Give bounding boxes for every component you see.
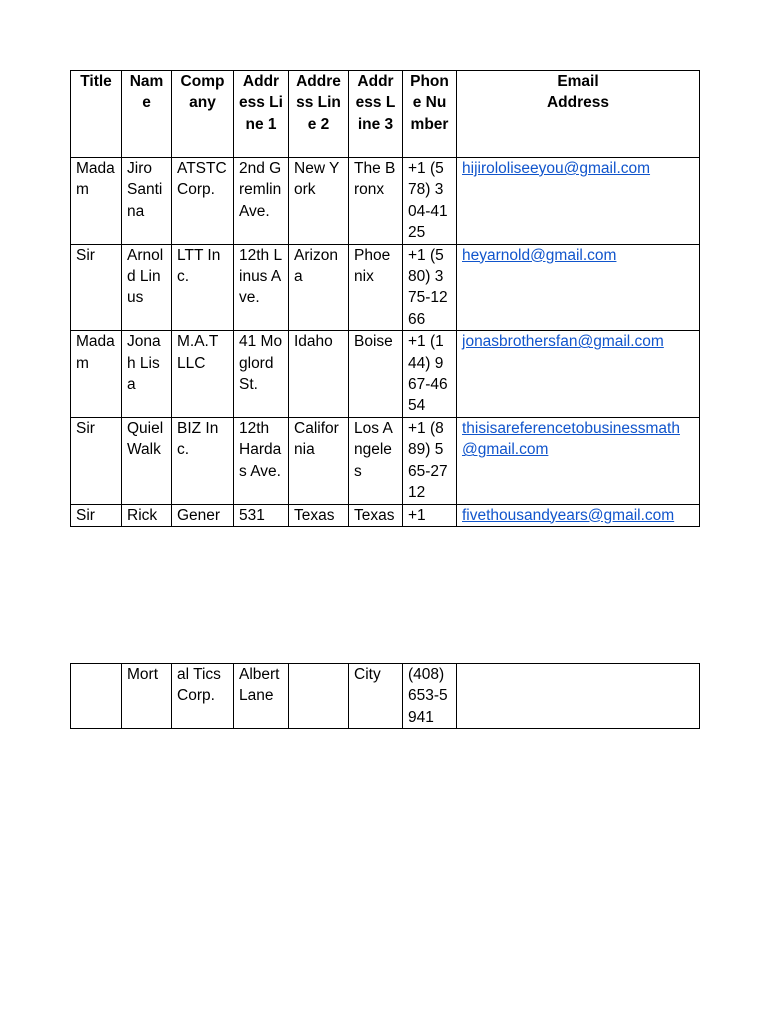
cell-address-1: 2nd Gremlin Ave. <box>234 158 289 245</box>
cell-phone: +1 (889) 565-2712 <box>403 417 457 504</box>
email-link[interactable]: thisisareferencetobusinessmath@gmail.com <box>462 419 680 459</box>
cell-address-3: The Bronx <box>349 158 403 245</box>
cell-company: BIZ Inc. <box>172 417 234 504</box>
cell-title: Sir <box>71 417 122 504</box>
cell-name: Rick <box>122 504 172 526</box>
cell-address-2: Arizona <box>289 244 349 331</box>
cell-address-3: Boise <box>349 331 403 418</box>
header-address-line-3: Address Line 3 <box>349 71 403 158</box>
cell-address-1: 12th Hardas Ave. <box>234 417 289 504</box>
cell-phone: +1 (580) 375-1266 <box>403 244 457 331</box>
cell-address-3: City <box>349 664 403 729</box>
table-row <box>71 331 700 418</box>
cell-address-1: 531 <box>234 504 289 526</box>
email-link[interactable]: fivethousandyears@gmail.com <box>462 506 675 524</box>
header-name: Name <box>122 71 172 158</box>
contacts-table <box>70 70 700 527</box>
cell-email <box>457 331 700 418</box>
table-row <box>71 244 700 331</box>
cell-address-1: Albert Lane <box>234 664 289 729</box>
cell-name: Jiro Santina <box>122 158 172 245</box>
cell-phone: +1 (144) 967-4654 <box>403 331 457 418</box>
header-address-line-2: Address Line 2 <box>289 71 349 158</box>
cell-company: Gener <box>172 504 234 526</box>
cell-address-2: California <box>289 417 349 504</box>
cell-title: Sir <box>71 244 122 331</box>
header-phone-number: Phone Number <box>403 71 457 158</box>
cell-address-1: 12th Linus Ave. <box>234 244 289 331</box>
cell-address-3: Texas <box>349 504 403 526</box>
table-row <box>71 417 700 504</box>
cell-name: Quiel Walk <box>122 417 172 504</box>
header-company: Company <box>172 71 234 158</box>
header-email-text: Email Address <box>546 73 610 112</box>
email-link[interactable]: hijirololiseeyou@gmail.com <box>462 160 651 177</box>
cell-email <box>457 664 700 729</box>
cell-email <box>457 244 700 331</box>
cell-name: Mort <box>122 664 172 729</box>
cell-title: Madam <box>71 331 122 418</box>
header-title: Title <box>71 71 122 158</box>
header-row <box>71 71 700 158</box>
table-row-split-first <box>71 504 700 526</box>
cell-company: ATSTC Corp. <box>172 158 234 245</box>
cell-address-2: New York <box>289 158 349 245</box>
cell-address-1: 41 Moglord St. <box>234 331 289 418</box>
cell-address-2 <box>289 664 349 729</box>
cell-title <box>71 664 122 729</box>
cell-email <box>457 158 700 245</box>
cell-email <box>457 417 700 504</box>
cell-company: LTT Inc. <box>172 244 234 331</box>
cell-title: Madam <box>71 158 122 245</box>
table-row <box>71 158 700 245</box>
cell-address-2: Texas <box>289 504 349 526</box>
cell-name: Arnold Linus <box>122 244 172 331</box>
contacts-table-continued <box>70 663 700 729</box>
cell-company: M.A.T LLC <box>172 331 234 418</box>
email-link[interactable]: heyarnold@gmail.com <box>462 246 617 264</box>
cell-name: Jonah Lisa <box>122 331 172 418</box>
table-row-split-continued <box>71 664 700 729</box>
header-email-address <box>457 71 700 158</box>
header-address-line-1: Address Line 1 <box>234 71 289 158</box>
cell-phone: +1 <box>403 504 457 526</box>
cell-phone: (408) 653-5941 <box>403 664 457 729</box>
cell-address-2: Idaho <box>289 331 349 418</box>
cell-address-3: Phoenix <box>349 244 403 331</box>
cell-company: al Tics Corp. <box>172 664 234 729</box>
cell-address-3: Los Angeles <box>349 417 403 504</box>
cell-phone: +1 (578) 304-4125 <box>403 158 457 245</box>
cell-email <box>457 504 700 526</box>
email-link[interactable]: jonasbrothersfan@gmail.com <box>462 333 664 351</box>
cell-title: Sir <box>71 504 122 526</box>
